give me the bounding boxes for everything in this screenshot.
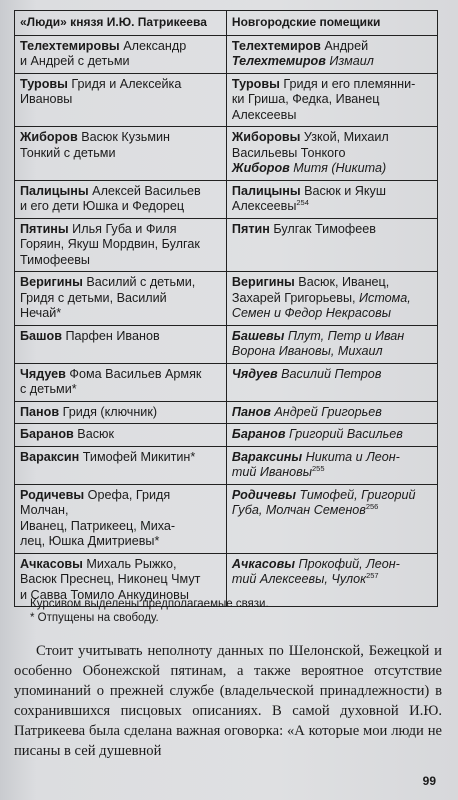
cell-patrikeev-people [15,127,227,181]
cell-patrikeev-people [15,484,227,553]
given-names: Александр [119,38,187,53]
given-names: Измаил [325,54,374,68]
given-names: Васюк, Иванец, [294,275,390,289]
surname: Ачкасовы [231,556,295,571]
given-names: Захарей Григорьевы, [231,290,360,305]
body-paragraph: Стоит учитывать неполноту данных по Шелонской, Бежецкой и особенно Обонежской пятинам, а также вероятное отсутствие упоминаний о прежней службе (владельческой принадлежности) в сохранившихся писцовых описаниях. В самой духовной И.Ю. Патрикеева была сделана важная оговорка: «А которые мои люди не писаны в сей душевной [14,643,442,759]
given-names: Узкой, Михаил [300,130,389,144]
surname: Родичевы [231,487,297,502]
given-names: Васильевы Тонкого [231,145,346,160]
given-names: Гридя с детьми, Василий [20,290,167,305]
given-names: Прокофий, Леон- [294,556,400,571]
surname: Палицыны [231,183,301,198]
table-row [15,73,438,127]
surname: Пятины [20,221,69,236]
surname: Телехтемиров [231,38,321,53]
surname: Панов [20,404,60,419]
table-header-row [15,11,438,36]
given-names: Орефа, Гридя Молчан, [20,487,171,517]
footnote-ref: 254 [296,197,309,207]
given-names: Митя (Никита) [289,161,387,175]
surname: Родичевы [20,487,85,502]
table-row [15,363,438,401]
given-names: и Андрей с детьми [20,54,130,68]
cell-patrikeev-people [15,401,227,424]
given-names: Горяин, Якуш Мордвин, Булгак [20,237,200,251]
note-italic-legend: Курсивом выделены предполагаемые связи. [30,598,269,610]
surname: Жиборов [231,161,290,175]
table-row [15,484,438,553]
surname: Вараксины [231,449,303,464]
column-header-patrikeev-people: «Люди» князя И.Ю. Патрикеева [15,11,227,36]
given-names: Григорий Васильев [285,427,403,441]
cell-novgorod-landowners [226,325,437,363]
surname: Ачкасовы [20,556,83,571]
cell-novgorod-landowners [226,180,437,218]
given-names: Илья Губа и Филя [68,221,177,236]
given-names: Истома, [359,290,411,305]
surname: Башов [20,328,62,343]
cell-novgorod-landowners [226,484,437,553]
given-names: ки Гриша, Федка, Иванец [231,92,380,106]
surname: Панов [231,404,271,419]
cell-novgorod-landowners [226,218,437,272]
table-row [15,218,438,272]
cell-patrikeev-people [15,363,227,401]
given-names: и Савва Томило Анкудиновы [20,587,189,602]
note-asterisk-legend: * Отпущены на свободу. [30,612,159,624]
given-names: Василий с детьми, [82,275,196,289]
cell-novgorod-landowners [226,73,437,127]
given-names: Васюк [73,427,114,441]
given-names: Фома Васильев Армяк [65,366,202,381]
given-names: Гридя и Алексейка [67,76,182,91]
given-names: Алексеевы [231,107,297,122]
surname: Жиборов [20,130,78,144]
cell-novgorod-landowners [226,401,437,424]
given-names: Андрей Григорьев [270,404,382,419]
given-names: Никита и Леон- [302,449,400,464]
surname: Чядуев [231,366,278,381]
given-names: Алексеевы [231,199,297,213]
surname: Телехтемиров [231,54,326,68]
table-row [15,127,438,181]
given-names: Васюк Кузьмин [77,130,171,144]
surname: Пятин [231,221,270,236]
cell-patrikeev-people [15,218,227,272]
given-names: и его дети Юшка и Федорец [20,199,185,213]
given-names: Тимофей, Григорий [296,487,416,502]
cell-patrikeev-people [15,424,227,447]
given-names: Михаль Рыжко, [82,556,177,571]
surname: Вараксин [20,449,80,464]
given-names: тий Алексеевы, [231,572,332,586]
given-names: Парфен Иванов [62,328,160,343]
surname: Туровы [20,76,68,91]
surname: Веригины [231,275,295,289]
table-row [15,180,438,218]
table-body [15,35,438,607]
surname: Баранов [231,427,286,441]
table-row [15,401,438,424]
cell-novgorod-landowners [226,35,437,73]
surname: Палицыны [20,183,89,198]
given-names: Тимофеевы [20,252,90,267]
table-row [15,446,438,484]
surname: Телехтемировы [20,38,120,53]
given-names: Иванец, Патрикеец, Миха- [20,518,176,533]
given-names: Губа, Молчан Семенов [231,503,366,517]
table-row [15,424,438,447]
given-names: Тонкий с детьми [20,145,116,160]
surname: Веригины [20,275,83,289]
footnote-ref: 255 [312,463,325,473]
given-names: Ивановы [20,92,73,106]
given-names: лец, Юшка Дмитриевы* [20,534,160,548]
given-names: Чулок [331,572,367,586]
cell-novgorod-landowners [226,424,437,447]
cell-novgorod-landowners [226,446,437,484]
given-names: Плут, Петр и Иван [284,328,405,343]
footnote-ref: 257 [366,570,379,580]
surname: Жиборовы [231,130,301,144]
cell-novgorod-landowners [226,272,437,326]
column-header-novgorod-landowners: Новгородские помещики [226,11,437,36]
surname: Баранов [20,427,74,441]
given-names: Нечай* [20,306,62,320]
cell-novgorod-landowners [226,127,437,181]
given-names: Алексей Васильев [88,183,201,198]
given-names: Гридя и его племянни- [279,76,416,91]
cell-patrikeev-people [15,180,227,218]
given-names: Булгак Тимофеев [269,221,376,236]
cell-patrikeev-people [15,272,227,326]
surname: Туровы [231,76,280,91]
given-names: Тимофей Микитин* [79,449,196,464]
given-names: Андрей [320,38,369,53]
cell-patrikeev-people [15,446,227,484]
correspondence-table [14,10,438,607]
given-names: Гридя (ключник) [59,404,158,419]
page-number: 99 [422,774,436,788]
cell-patrikeev-people [15,73,227,127]
footnote-ref: 256 [365,501,379,511]
surname: Башевы [231,328,285,343]
given-names: Ворона Ивановы, Михаил [231,344,383,358]
given-names: с детьми* [20,382,77,396]
cell-patrikeev-people [15,35,227,73]
given-names: Васюк и Якуш [300,183,386,198]
surname: Чядуев [20,366,66,381]
given-names: Семен и Федор Некрасовы [231,306,391,320]
table-row [15,35,438,73]
cell-novgorod-landowners [226,363,437,401]
table-row [15,272,438,326]
given-names: Васюк Преснец, Никонец Чмут [20,572,201,586]
given-names: тий Ивановы [231,465,313,479]
given-names: Василий Петров [277,366,382,381]
table-notes [30,597,430,625]
table-row [15,325,438,363]
cell-patrikeev-people [15,325,227,363]
